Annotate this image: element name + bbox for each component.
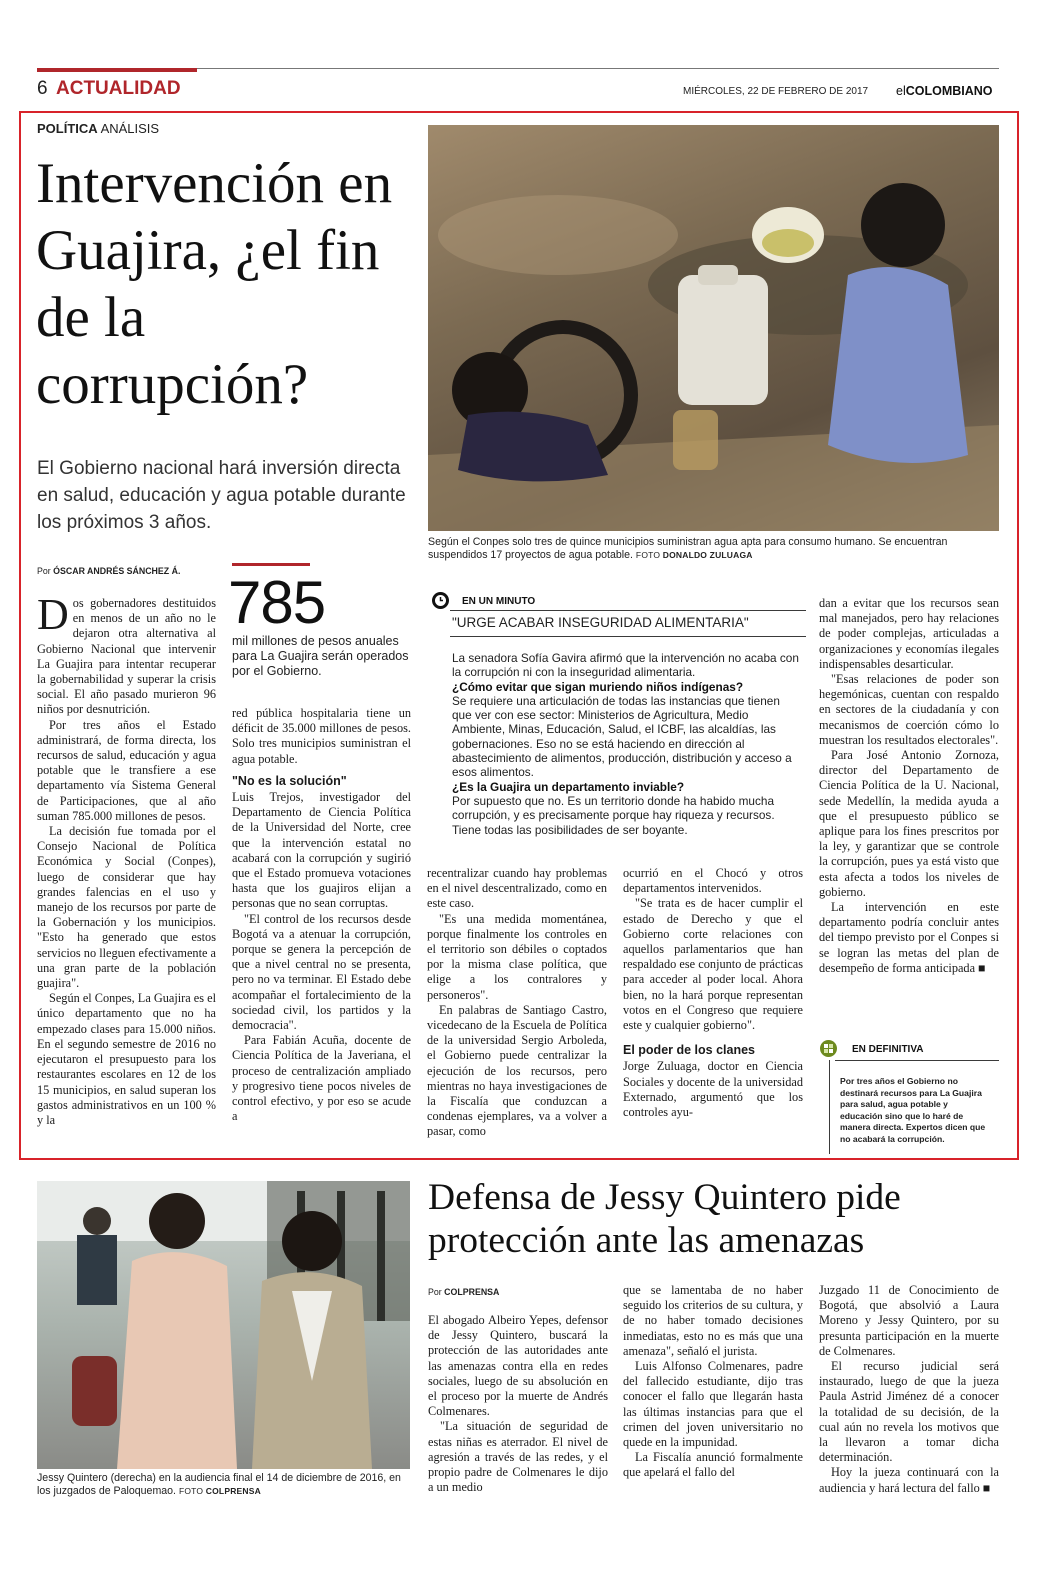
main-photo-caption-text: Según el Conpes solo tres de quince municipios suministran agua apta para consumo humano. Se encuentran suspendidos 17 proyectos de agua potable. xyxy=(428,536,948,561)
second-col1-paragraph: "La situación de seguridad de estas niñas es aterrador. El nivel de agresión a través de las redes, y el propio padre de Colmenares le dijo a un medio xyxy=(428,1419,608,1495)
main-col4-paragraph: ocurrió en el Chocó y otros departamentos intervenidos. xyxy=(623,866,803,896)
second-photo-credit-name: COLPRENSA xyxy=(205,1486,261,1496)
second-column-2 xyxy=(623,1283,803,1481)
main-col3-paragraph: En palabras de Santiago Castro, vicedecano de la Escuela de Política de la universidad Sergio Arboleda, el Gobierno puede centralizar la ejecución de los recursos, pero mientras no haya investigaciones de la Fiscalía que conduzcan a condenas ejemplares, va a volver a pasar, como xyxy=(427,1002,607,1139)
main-column-1 xyxy=(37,590,216,1128)
second-photo-caption-text: Jessy Quintero (derecha) en la audiencia final el 14 de diciembre de 2016, en los juzgados de Paloquemao. xyxy=(37,1472,401,1497)
main-col3-paragraph: recentralizar cuando hay problemas en el nivel descentralizado, como en este caso. xyxy=(427,866,607,911)
kicker-rest: ANÁLISIS xyxy=(97,121,160,136)
main-photo-credit xyxy=(636,550,753,560)
header-date: MIÉRCOLES, 22 DE FEBRERO DE 2017 xyxy=(683,86,869,97)
main-photo-credit-name: DONALDO ZULUAGA xyxy=(662,550,753,560)
second-photo xyxy=(37,1181,410,1469)
second-col3-paragraph: El recurso judicial será instaurado, luego de que la jueza Paula Astrid Jiménez dé a conocer la totalidad de su decisión, de la cual aún no revela los motivos que la llevaron a tomar dicha determinación. xyxy=(819,1359,999,1465)
second-photo-illustration xyxy=(37,1181,410,1469)
main-col5-paragraph: La intervención en este departamento podría concluir antes del tiempo previsto por el Conpes si se logran las metas del plan de desempeño de forma anticipada ■ xyxy=(819,900,999,975)
brand-prefix: el xyxy=(896,84,906,98)
en-un-minuto-intro: La senadora Sofía Gavira afirmó que la intervención no acaba con la corrupción ni con la inseguridad alimentaria. xyxy=(452,651,799,680)
main-col1-paragraph: Por tres años el Estado administrará, de forma directa, los recursos de salud, educación y agua potable que le transfiere a ese departamento vía Sistema General de Participaciones, que al año suman 785.000 millones de pesos. xyxy=(37,717,216,823)
main-headline: Intervención en Guajira, ¿el fin de la corrupción? xyxy=(36,152,393,416)
second-col3-paragraph: Juzgado 11 de Conocimiento de Bogotá, que absolvió a Laura Moreno y Jessy Quintero, por su presunta participación en la muerte de Colmenares. xyxy=(819,1283,999,1358)
stat-rule xyxy=(232,563,310,566)
second-byline-name: COLPRENSA xyxy=(444,1287,500,1297)
main-col1-paragraph xyxy=(37,590,216,718)
second-col2-paragraph: que se lamentaba de no haber seguido los criterios de su cultura, y de no haber tomado decisiones inmediatas, esto no es más que una amenaza", señaló el jurista. xyxy=(623,1283,803,1358)
main-column-3 xyxy=(427,866,607,1140)
second-byline xyxy=(428,1287,499,1297)
main-col2-paragraph: Para Fabián Acuña, docente de Ciencia Política de la Javeriana, el proceso de centralización ampliado y progresivo tiene pocos niveles de control efectivo, y por eso se acude a xyxy=(232,1033,411,1124)
kicker xyxy=(37,121,159,136)
section-name: ACTUALIDAD xyxy=(56,78,181,99)
main-col4-after: Jorge Zuluaga, doctor en Ciencia Sociales y docente de la universidad Externado, argumentó que los controles ayu- xyxy=(623,1059,803,1120)
stat-description: mil millones de pesos anuales para La Guajira serán operados por el Gobierno. xyxy=(232,634,409,678)
second-column-1 xyxy=(428,1313,608,1495)
main-col5-paragraph: "Esas relaciones de poder son hegemónicas, cuentan con respaldo en sectores de la ciudadanía y con mecanismos de coerción cómo lo muestran los resultados electorales". xyxy=(819,672,999,747)
second-photo-caption xyxy=(37,1472,410,1498)
en-un-minuto-question: ¿Cómo evitar que sigan muriendo niños indígenas? xyxy=(452,679,744,694)
en-definitiva-side-rule xyxy=(829,1060,830,1154)
main-column-5 xyxy=(819,596,999,976)
kicker-strong: POLÍTICA xyxy=(37,121,98,136)
en-definitiva-rule xyxy=(835,1060,999,1061)
en-un-minuto-answer: Por supuesto que no. Es un territorio donde ha habido mucha corrupción, y es precisamente porque hay riqueza y recursos. Tiene todas las posibilidades de ser boyante. xyxy=(452,793,775,837)
en-definitiva-label: EN DEFINITIVA xyxy=(852,1044,924,1055)
main-photo xyxy=(428,125,999,531)
en-un-minuto-rule xyxy=(450,610,806,611)
main-col2-paragraph: "El control de los recursos desde Bogotá va a atenuar la corrupción, porque se genera la percepción de que a nivel central no se presenta, pero no va terminar. El Estado debe acompañar el fortalecimiento de la sociedad civil, los partidos y la democracia". xyxy=(232,911,411,1033)
second-byline-label: Por xyxy=(428,1287,442,1297)
en-definitiva-text: Por tres años el Gobierno no destinará recursos para La Guajira para salud, agua potable y educación sino que lo haré de manera directa. Expertos dicen que no acabará la corrupción. xyxy=(840,1076,986,1144)
main-col4-subhead: El poder de los clanes xyxy=(623,1043,755,1058)
main-col2-subhead: "No es la solución" xyxy=(232,773,347,788)
second-col1-paragraph: El abogado Albeiro Yepes, defensor de Jessy Quintero, buscará la protección de las autoridades ante las amenazas contra ella en redes sociales, luego de su absolución en el proceso por la muerte de Andrés Colmenares. xyxy=(428,1313,608,1419)
main-col5-paragraph: dan a evitar que los recursos sean mal manejados, pero hay relaciones de poder complejas, articuladas a organizaciones y economías ilegales indispensables desarticular. xyxy=(819,596,999,671)
main-photo-caption xyxy=(428,536,999,562)
header-section-accent xyxy=(37,68,197,72)
clock-icon xyxy=(432,592,449,609)
main-column-2 xyxy=(232,706,411,1124)
main-col1-paragraph: La decisión fue tomada por el Consejo Nacional de Política Económica y Social (Conpes), luego de considerar que hay grandes falencias en el uso y manejo de los recursos por parte de la Gobernación y los municipios. "Esto ha generado que estos servicios no lleguen efectivamente a una gran parte de la población guajira". xyxy=(37,824,216,991)
main-col4-paragraph: "Se trata es de hacer cumplir el estado de Derecho y que el Gobierno corte relaciones con aquellos parlamentarios que han respaldado ese conjunto de prácticas para acceder al poder local. Ahora bien, no la hará porque representan votos en el Congreso que requiere este y cualquier gobierno". xyxy=(623,896,803,1033)
main-col2-intro: red pública hospitalaria tiene un déficit de 35.000 millones de pesos. Solo tres municipios suministran el agua potable. xyxy=(232,706,411,766)
main-col1-p1-text: os gobernadores destituidos en menos de un año no le dejaron otra alternativa al Gobierno Nacional que intervenir La Guajira para intentar recuperar la gobernabilidad y superar la crisis social. El año pasado murieron 96 niños por desnutrición. xyxy=(37,596,216,717)
en-un-minuto-body xyxy=(452,651,800,837)
en-un-minuto-label: EN UN MINUTO xyxy=(462,596,536,607)
main-column-4 xyxy=(623,866,803,1120)
main-photo-credit-label: FOTO xyxy=(635,550,661,560)
dropcap: D xyxy=(37,590,69,639)
brand-name: COLOMBIANO xyxy=(905,84,993,98)
main-photo-illustration xyxy=(428,125,999,531)
second-col2-paragraph: La Fiscalía anunció formalmente que apelará el fallo del xyxy=(623,1450,803,1480)
stat-number: 785 xyxy=(228,569,326,636)
main-col1-paragraph: Según el Conpes, La Guajira es el único departamento que no ha empezado clases para 15.000 niños. En el segundo semestre de 2016 no ejecutaron el presupuesto para los restaurantes escolares en 12 de los 15 municipios, en salud superan los gastos administrativos en un 100 % y la xyxy=(37,991,216,1127)
second-photo-credit xyxy=(179,1486,261,1496)
second-headline: Defensa de Jessy Quintero pide protección ante las amenazas xyxy=(428,1177,901,1261)
second-col2-paragraph: Luis Alfonso Colmenares, padre del fallecido estudiante, dijo tras conocer el fallo que llegarán hasta las últimas instancias para que el crimen del joven universitario no quede en la impunidad. xyxy=(623,1359,803,1450)
en-un-minuto-title: "URGE ACABAR INSEGURIDAD ALIMENTARIA" xyxy=(452,615,749,630)
en-un-minuto-answer: Se requiere una articulación de todas las instancias que tienen que ver con ese sector: Ministerios de Agricultura, Medio Ambiente, Minas, Educación, Salud, el ICBF, las alcaldías, las gobernaciones. Eso no se está haciendo en dirección al abastecimiento de alimentos, producción, distribución y acceso a esos alimentos. xyxy=(452,693,792,780)
second-column-3 xyxy=(819,1283,999,1496)
main-byline-name: ÓSCAR ANDRÉS SÁNCHEZ Á. xyxy=(53,566,181,576)
en-un-minuto-rule-bottom xyxy=(450,636,806,637)
main-col5-paragraph: Para José Antonio Zornoza, director del Departamento de Ciencia Política de la U. Nacional, sede Medellín, la medida ayuda a que el presupuesto público se aplique para los fines prescritos por la ley, y garantizar que se controle la corrupción, pues ya está visto que esta afecta a todos los niveles de gobierno. xyxy=(819,748,999,899)
main-col3-paragraph: "Es una medida momentánea, porque finalmente los controles en el territorio son débiles o coptados por la misma clase política, que elige a los contralores y personeros". xyxy=(427,911,607,1002)
main-byline xyxy=(37,566,180,576)
second-col3-paragraph: Hoy la jueza continuará con la audiencia y hará lectura del fallo ■ xyxy=(819,1465,999,1495)
puzzle-icon xyxy=(820,1040,837,1057)
second-photo-credit-label: FOTO xyxy=(178,1486,204,1496)
main-byline-label: Por xyxy=(37,566,51,576)
main-col2-paragraph: Luis Trejos, investigador del Departamento de Ciencia Política de la Universidad del Norte, cree que la intervención estatal no acabará con la corrupción y sugirió que el Estado promueva votaciones hasta que los guajiros elijan a personas que no sean corruptas. xyxy=(232,790,411,911)
brand-logo xyxy=(896,84,993,98)
main-subhead: El Gobierno nacional hará inversión directa en salud, educación y agua potable durante los próximos 3 años. xyxy=(37,458,406,533)
page-number: 6 xyxy=(37,78,48,99)
en-un-minuto-question: ¿Es la Guajira un departamento inviable? xyxy=(452,779,685,794)
